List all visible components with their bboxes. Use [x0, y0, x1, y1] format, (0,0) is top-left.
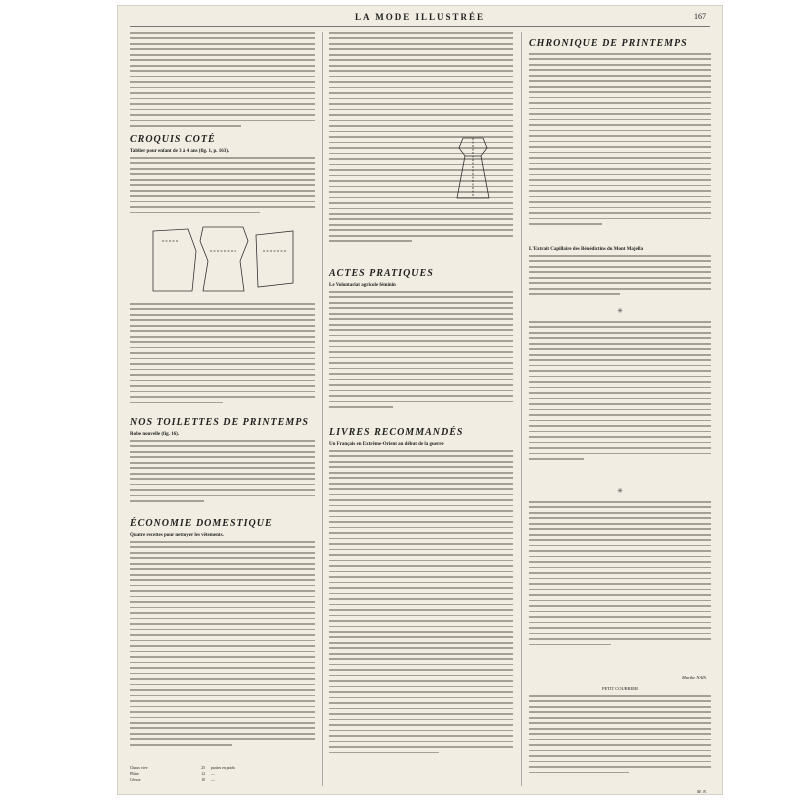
- section-subtitle: Tablier pour enfant de 3 à 4 ans (fig. 1, p. 163).: [130, 149, 230, 154]
- dress-illustration: [441, 134, 505, 202]
- text-block: [130, 157, 315, 217]
- text-block: [529, 53, 711, 243]
- courrier-signature: M. N.: [696, 789, 707, 794]
- text-block: [130, 541, 315, 761]
- section-subtitle: Un Français en Extrême-Orient au début de la guerre: [329, 442, 444, 447]
- text-block: [130, 32, 315, 128]
- magazine-page: [118, 6, 722, 794]
- table-row: Plâtre 12 —: [130, 772, 215, 776]
- section-heading: NOS TOILETTES DE PRINTEMPS: [130, 417, 309, 428]
- text-block: [529, 255, 711, 301]
- column-separator: [521, 32, 522, 786]
- journal-title: LA MODE ILLUSTRÉE: [354, 12, 486, 22]
- section-subtitle: Quatre recettes pour nettoyer les vêtements.: [130, 533, 224, 538]
- running-head: [118, 12, 722, 26]
- text-block: [329, 450, 513, 780]
- section-heading: CROQUIS COTÉ: [130, 134, 216, 145]
- section-heading: CHRONIQUE DE PRINTEMPS: [529, 38, 688, 49]
- ingredient-table: [130, 765, 315, 783]
- text-block: [529, 321, 711, 481]
- star-icon: ✳: [617, 307, 623, 315]
- author-signature: Marthe NAIS.: [682, 675, 707, 680]
- table-row: Céruse 10 —: [130, 778, 215, 782]
- section-subtitle: L'Extrait Capillaire des Bénédictins du Mont Majella: [529, 247, 644, 252]
- section-subtitle: Robe nouvelle (fig. 16).: [130, 432, 180, 437]
- column-separator: [322, 32, 323, 786]
- text-block: [529, 501, 711, 671]
- section-heading: ACTES PRATIQUES: [329, 268, 434, 279]
- text-block: [329, 291, 513, 421]
- text-block: [130, 440, 315, 512]
- text-block: [130, 303, 315, 411]
- table-row: Chaux vive 25 parties en poids: [130, 766, 235, 770]
- column-3: [529, 32, 711, 794]
- page-number: 167: [694, 12, 706, 21]
- column-1: [130, 32, 315, 786]
- star-icon: ✳: [617, 487, 623, 495]
- courrier-title: PETIT COURRIER: [601, 686, 639, 691]
- header-rule: [130, 26, 710, 27]
- section-heading: ÉCONOMIE DOMESTIQUE: [130, 518, 273, 529]
- text-block: [529, 695, 711, 785]
- pattern-diagram: [148, 221, 298, 297]
- section-subtitle: Le Volontariat agricole féminin: [329, 283, 396, 288]
- section-heading: LIVRES RECOMMANDÉS: [329, 427, 464, 438]
